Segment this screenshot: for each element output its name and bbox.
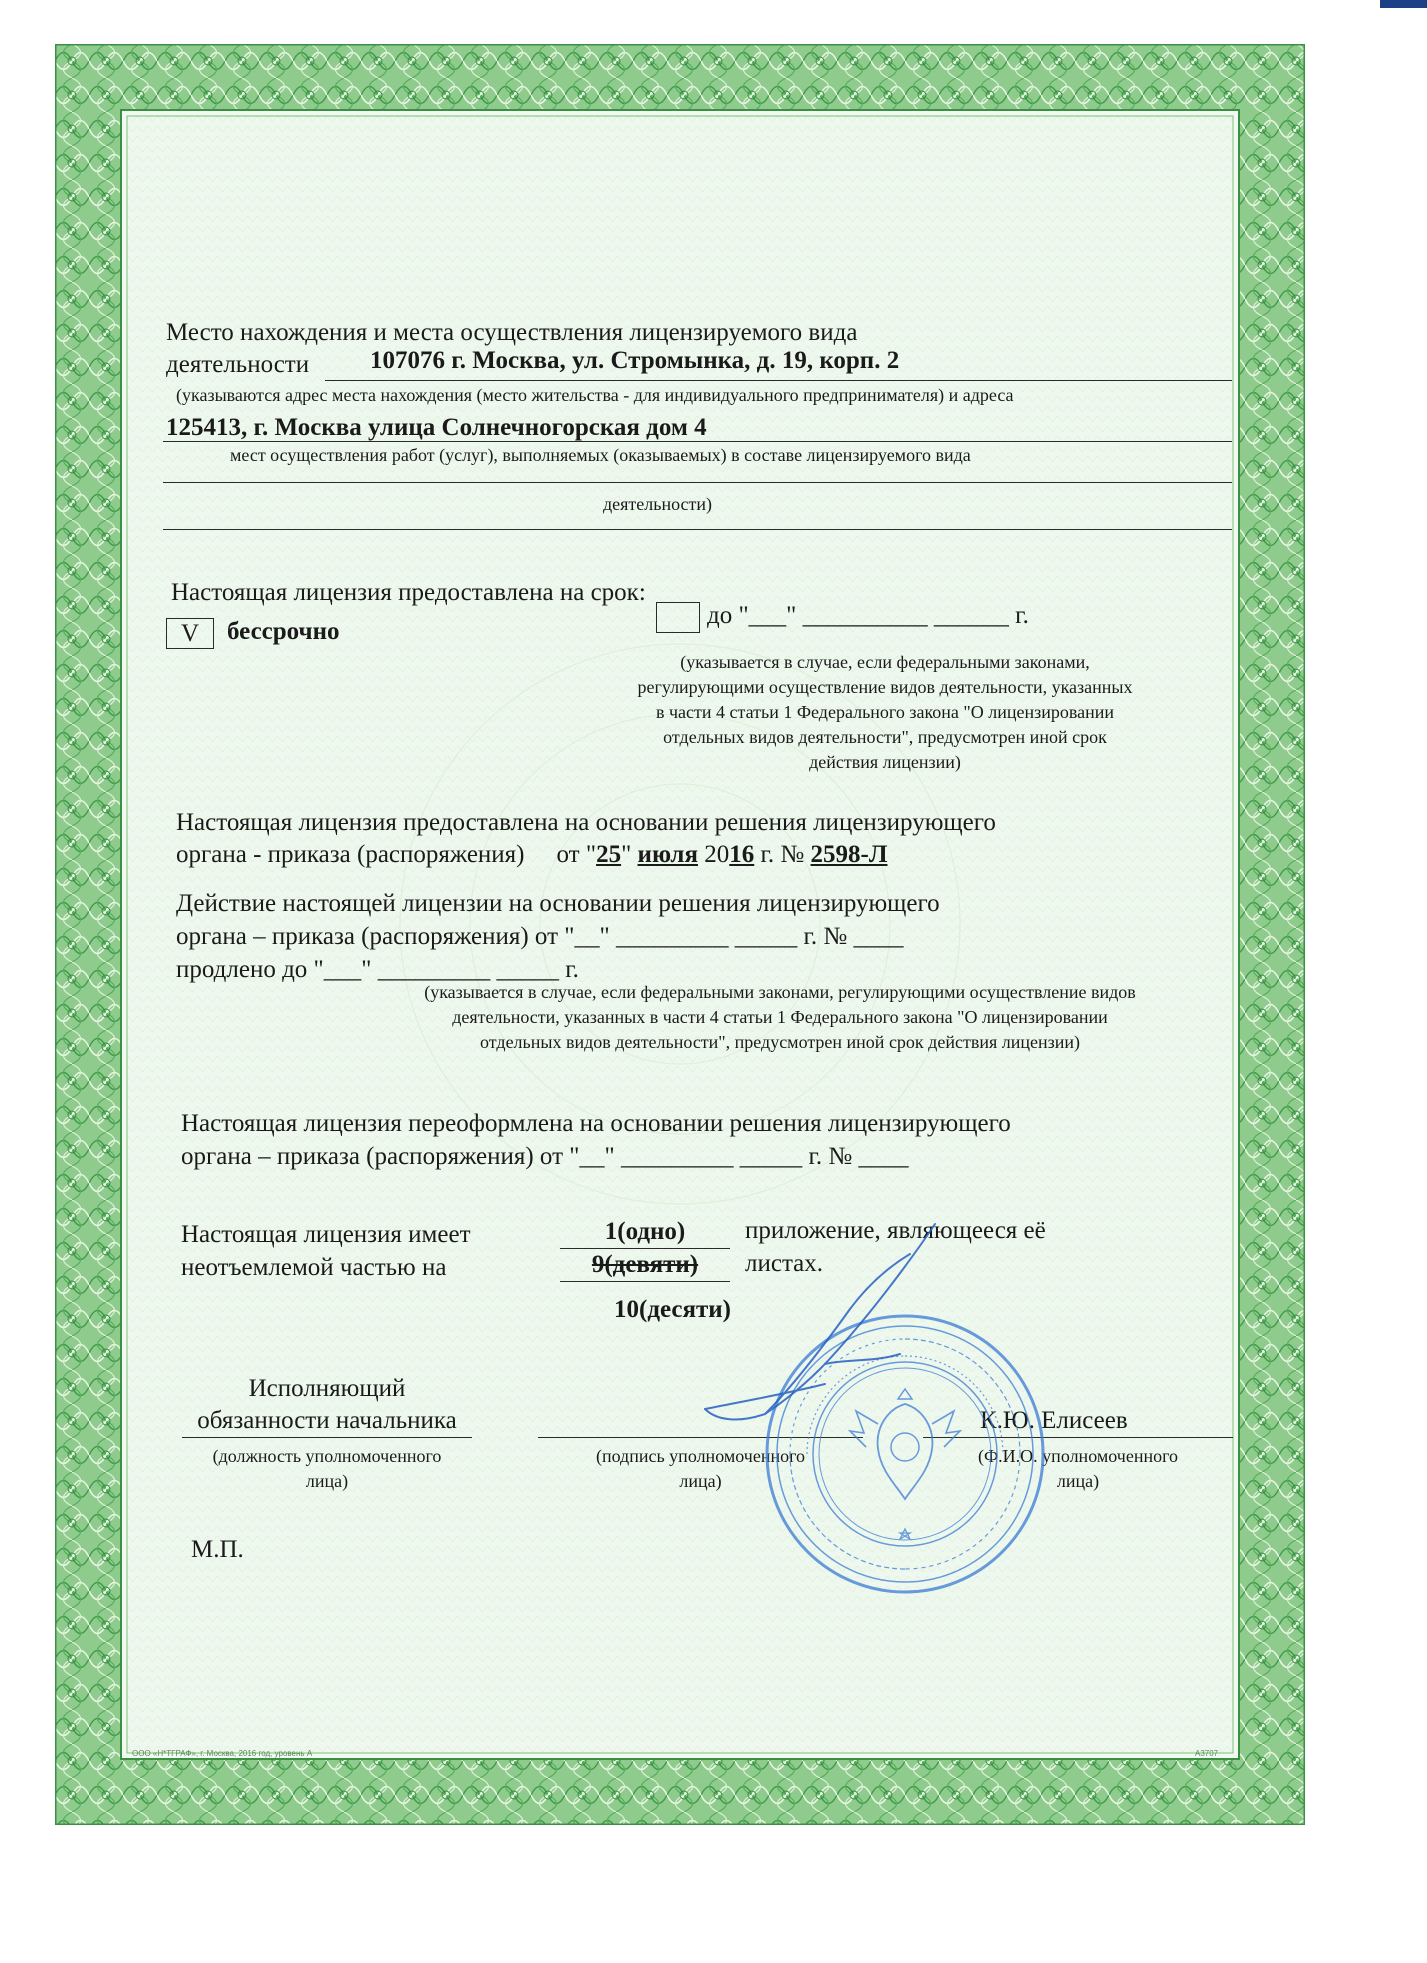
term-title: Настоящая лицензия предоставлена на срок: xyxy=(171,579,646,606)
address-activity: 125413, г. Москва улица Солнечногорская дом 4 xyxy=(166,414,707,441)
basis-day: 25 xyxy=(596,841,622,868)
term-note-line: отдельных видов деятельности", предусмотрен иной срок xyxy=(663,727,1107,747)
term-note-line: действия лицензии) xyxy=(809,752,961,772)
position-hint xyxy=(182,1444,472,1494)
form-code: А3707 xyxy=(1195,1749,1219,1758)
basis-authority: органа - приказа (распоряжения) xyxy=(176,841,525,868)
basis-number: 2598-Л xyxy=(810,841,888,868)
term-indefinite-checkbox xyxy=(166,618,214,649)
position-line2: обязанности начальника xyxy=(197,1407,457,1434)
basis-from: от " xyxy=(556,841,597,868)
extension-line1: Действие настоящей лицензии на основании решения лицензирующего xyxy=(176,890,940,917)
basis-quote: " xyxy=(621,841,632,868)
appendix-text1: приложение, являющееся её xyxy=(745,1217,1046,1244)
term-indefinite-label: бессрочно xyxy=(227,618,340,645)
extension-line3: продлено до "___" _________ _____ г. xyxy=(176,956,579,983)
name-hint-line: лица) xyxy=(1056,1471,1100,1491)
appendix-count: 1(одно) xyxy=(604,1218,686,1245)
extension-note xyxy=(325,980,1235,1055)
address-hint-2: мест осуществления работ (услуг), выполняемых (оказываемых) в составе лицензируемого вида xyxy=(230,445,971,465)
extension-note-line: деятельности, указанных в части 4 статьи 1 Федерального закона "О лицензировании xyxy=(452,1007,1108,1027)
license-sheet xyxy=(55,44,1305,1825)
appendix-pages-old: 9(девяти) xyxy=(591,1251,699,1278)
term-note-line: регулирующими осуществление видов деятельности, указанных xyxy=(637,677,1133,697)
address-hint-1: (указываются адрес места нахождения (место жительства - для индивидуального предпринимателя) и адреса xyxy=(176,385,1014,405)
seal-place-label: М.П. xyxy=(191,1536,244,1563)
name-hint-line: (Ф.И.О. уполномоченного xyxy=(977,1446,1179,1466)
address-line-1 xyxy=(325,380,1232,381)
basis-year-suffix: 16 xyxy=(729,841,755,868)
signature-hint-line: лица) xyxy=(679,1471,722,1491)
extension-note-line: отдельных видов деятельности", предусмотрен иной срок действия лицензии) xyxy=(480,1032,1080,1052)
address-hint-3: деятельности) xyxy=(603,494,713,514)
term-note xyxy=(535,650,1235,775)
term-until-checkbox xyxy=(656,602,700,633)
address-line-4 xyxy=(163,529,1232,530)
reissue-line1: Настоящая лицензия переоформлена на основании решения лицензирующего xyxy=(181,1110,1011,1137)
handwritten-signature xyxy=(645,1214,975,1434)
printer-info: ООО «Н*ТГРАФ», г. Москва, 2016 год, уровень А xyxy=(132,1749,313,1758)
address-line-3 xyxy=(163,482,1232,483)
basis-year-g: г. № xyxy=(760,841,805,868)
appendix-text2: листах. xyxy=(745,1250,824,1277)
appendix-line1: Настоящая лицензия имеет xyxy=(181,1221,471,1248)
term-note-line: (указывается в случае, если федеральными законами, xyxy=(680,652,1090,672)
address-main: 107076 г. Москва, ул. Стромынка, д. 19, корп. 2 xyxy=(370,347,900,374)
signature-hint-line: (подпись уполномоченного xyxy=(595,1446,806,1466)
position-underline xyxy=(182,1437,472,1438)
corner-mark xyxy=(1380,0,1427,8)
position-hint-line: (должность уполномоченного xyxy=(212,1446,442,1466)
address-line-2 xyxy=(163,441,1232,442)
appendix-line2: неотъемлемой частью на xyxy=(181,1254,447,1281)
address-label-line2: деятельности xyxy=(166,351,310,378)
basis-month: июля xyxy=(637,841,698,868)
check-mark: V xyxy=(180,620,200,647)
position-line1: Исполняющий xyxy=(248,1375,406,1402)
extension-note-line: (указывается в случае, если федеральными законами, регулирующими осуществление видов xyxy=(424,982,1136,1002)
basis-line2 xyxy=(176,841,887,869)
basis-year-prefix: 20 xyxy=(704,841,730,868)
signatory-name: К.Ю. Елисеев xyxy=(980,1407,1128,1434)
position-hint-line: лица) xyxy=(305,1471,349,1491)
reissue-line2: органа – приказа (распоряжения) от "__" _________ _____ г. № ____ xyxy=(181,1143,909,1170)
appendix-pages-new: 10(десяти) xyxy=(614,1296,732,1323)
basis-line1: Настоящая лицензия предоставлена на основании решения лицензирующего xyxy=(176,809,996,836)
address-label-line1: Место нахождения и места осуществления лицензируемого вида xyxy=(166,319,858,346)
term-note-line: в части 4 статьи 1 Федерального закона "О лицензировании xyxy=(655,702,1115,722)
term-until-text: до "___" __________ ______ г. xyxy=(707,602,1029,629)
extension-line2: органа – приказа (распоряжения) от "__" _________ _____ г. № ____ xyxy=(176,923,904,950)
